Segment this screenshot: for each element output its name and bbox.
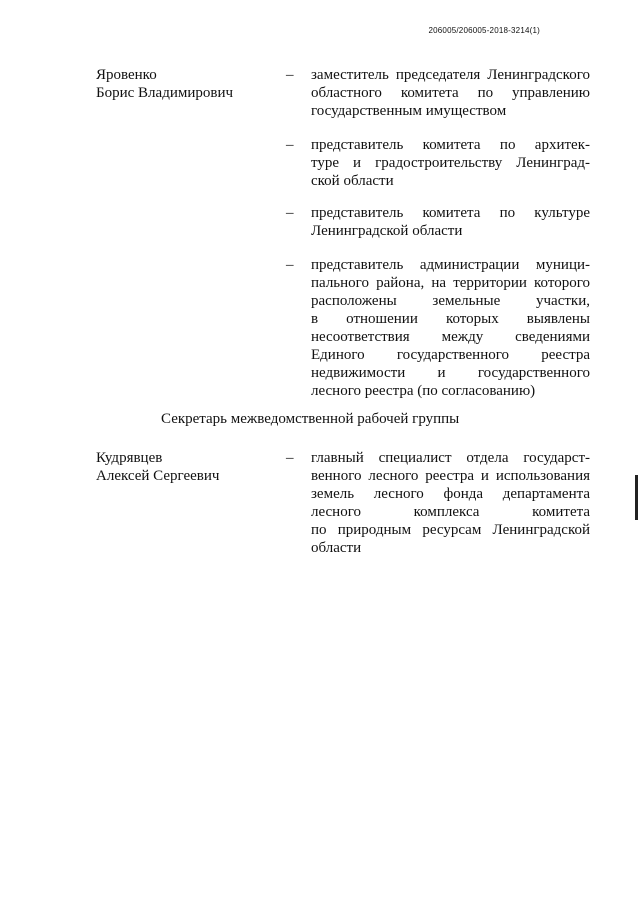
member-position [311, 66, 590, 120]
dash-separator: – [286, 450, 294, 466]
member-surname: Яровенко [96, 67, 157, 83]
member-given-names: Борис Владимирович [96, 85, 234, 101]
position-line: Ленинградской области [311, 223, 463, 239]
secretary-name [96, 449, 276, 485]
position-line: туре и градостроительству Ленинград- [311, 155, 590, 171]
dash-separator: – [286, 67, 294, 83]
member-position [311, 256, 590, 400]
position-line: расположены земельные участки, [311, 293, 590, 309]
position-line: земель лесного фонда департамента [311, 486, 590, 502]
dash-separator: – [286, 137, 294, 153]
position-line: по природным ресурсам Ленинградской [311, 522, 590, 538]
position-line: лесного комплекса комитета [311, 504, 590, 520]
position-line: пального района, на территории которого [311, 275, 590, 291]
position-line: Единого государственного реестра [311, 347, 590, 363]
position-line: несоответствия между сведениями [311, 329, 590, 345]
position-line: недвижимости и государственного [311, 365, 590, 381]
secretary-position [311, 449, 590, 557]
position-line: ской области [311, 173, 394, 189]
secretary-given-names: Алексей Сергеевич [96, 468, 220, 484]
section-title: Секретарь межведомственной рабочей группы [161, 411, 460, 427]
member-position [311, 136, 590, 190]
position-line: представитель администрации муници- [311, 257, 590, 273]
position-line: представитель комитета по архитек- [311, 137, 590, 153]
position-line: государственным имуществом [311, 103, 507, 119]
position-line: области [311, 540, 362, 556]
position-line: венного лесного реестра и использования [311, 468, 590, 484]
position-line: главный специалист отдела государст- [311, 450, 590, 466]
secretary-surname: Кудрявцев [96, 450, 163, 466]
scan-edge-mark [635, 475, 638, 520]
dash-separator: – [286, 257, 294, 273]
position-line: лесного реестра (по согласованию) [311, 383, 536, 399]
member-name [96, 66, 276, 102]
position-line: представитель комитета по культуре [311, 205, 590, 221]
position-line: областного комитета по управлению [311, 85, 590, 101]
member-position [311, 204, 590, 240]
position-line: заместитель председателя Ленинградского [311, 67, 590, 83]
dash-separator: – [286, 205, 294, 221]
document-id: 206005/206005-2018-3214(1) [428, 26, 540, 35]
position-line: в отношении которых выявлены [311, 311, 590, 327]
